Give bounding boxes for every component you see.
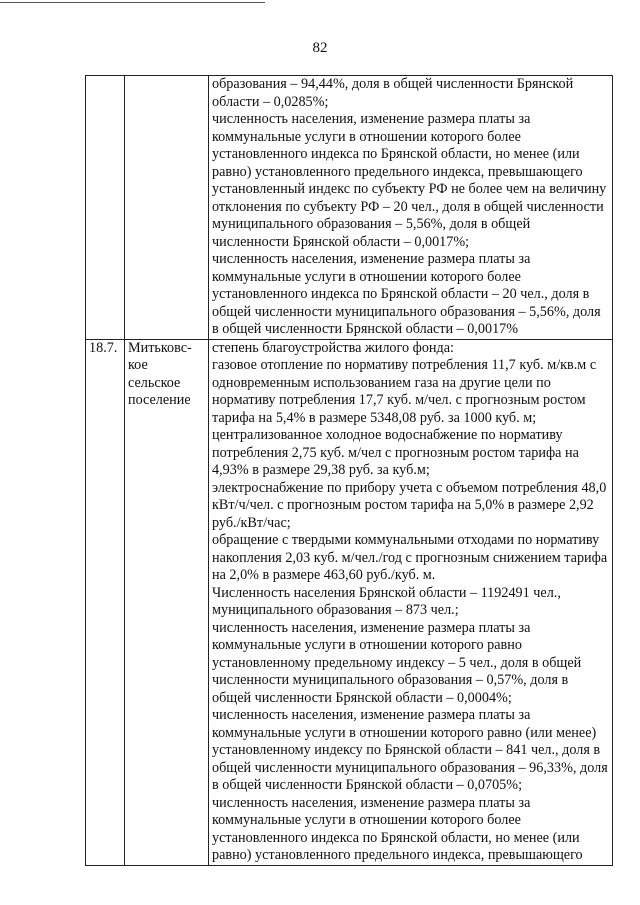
document-table (85, 75, 613, 866)
paragraph: степень благоустройства жилого фонда: (212, 339, 454, 356)
paragraph: численность населения, изменение размера платы за коммунальные услуги в отношении которого более установленного индекса по Брянской области – 20 чел., доля в общей численности муниципального образования – 5,56%, доля в общей численности Брянской области – 0,0017% (212, 251, 601, 337)
paragraph: численность населения, изменение размера платы за коммунальные услуги в отношении которого равно установленному предельному индексу – 5 чел., доля в общей численности муниципального образования – 0,57%, доля в общей численности Брянской области – 0,0004%; (212, 619, 582, 706)
top-rule (0, 2, 265, 3)
table-row (86, 339, 613, 865)
paragraph: численность населения, изменение размера платы за коммунальные услуги в отношении которого равно (или менее) установленному индексу по Брянской области – 841 чел., доля в общей численности муниципального образования – 96,33%, доля в общей численности Брянской области – 0,0705%; (212, 707, 608, 793)
settlement-name-cell (125, 76, 209, 340)
row-number-cell (86, 76, 125, 340)
paragraph: численность населения, изменение размера платы за коммунальные услуги в отношении которого более установленного индекса по Брянской области, но менее (или равно) установленного предельного индекса, превышающего (212, 794, 583, 863)
page-number: 82 (312, 40, 328, 56)
paragraph: образования – 94,44%, доля в общей численности Брянской области – 0,0285%; (212, 76, 574, 110)
paragraph: электроснабжение по прибору учета с объемом потребления 48,0 кВт/ч/чел. с прогнозным ростом тарифа на 5,0% в размере 2,92 руб./кВт/час; (212, 479, 607, 531)
paragraph: численность населения, изменение размера платы за коммунальные услуги в отношении которого более установленного индекса по Брянской области, но менее (или равно) установленного предельного индекса, превышающего установленный индекс по субъекту РФ не более чем на величину отклонения по субъекту РФ – 20 чел., доля в общей численности муниципального образования – 5,56%, доля в общей численности Брянской области – 0,0017%; (212, 111, 607, 250)
paragraph: обращение с твердыми коммунальными отходами по нормативу накопления 2,03 куб. м/чел./год с прогнозным снижением тарифа на 2,0% в размере 463,60 руб./куб. м. (212, 532, 608, 583)
paragraph: Численность населения Брянской области – 1192491 чел., муниципального образования – 873 чел.; (212, 584, 561, 618)
paragraph: газовое отопление по нормативу потребления 11,7 куб. м/кв.м с одновременным использованием газа на другие цели по нормативу потребления 17,7 куб. м/чел. с прогнозным ростом тарифа на 5,4% в размере 5348,08 руб. за 1000 куб. м; (212, 357, 597, 426)
description-cell (209, 339, 613, 865)
paragraph: централизованное холодное водоснабжение по нормативу потребления 2,75 куб. м/чел с прогнозным ростом тарифа на 4,93% в размере 29,38 руб. за куб.м; (212, 427, 579, 478)
row-number-cell: 18.7. (86, 339, 125, 865)
description-cell (209, 76, 613, 340)
settlement-name-cell: Митьковс- кое сельское поселение (125, 339, 209, 865)
table-row (86, 76, 613, 340)
